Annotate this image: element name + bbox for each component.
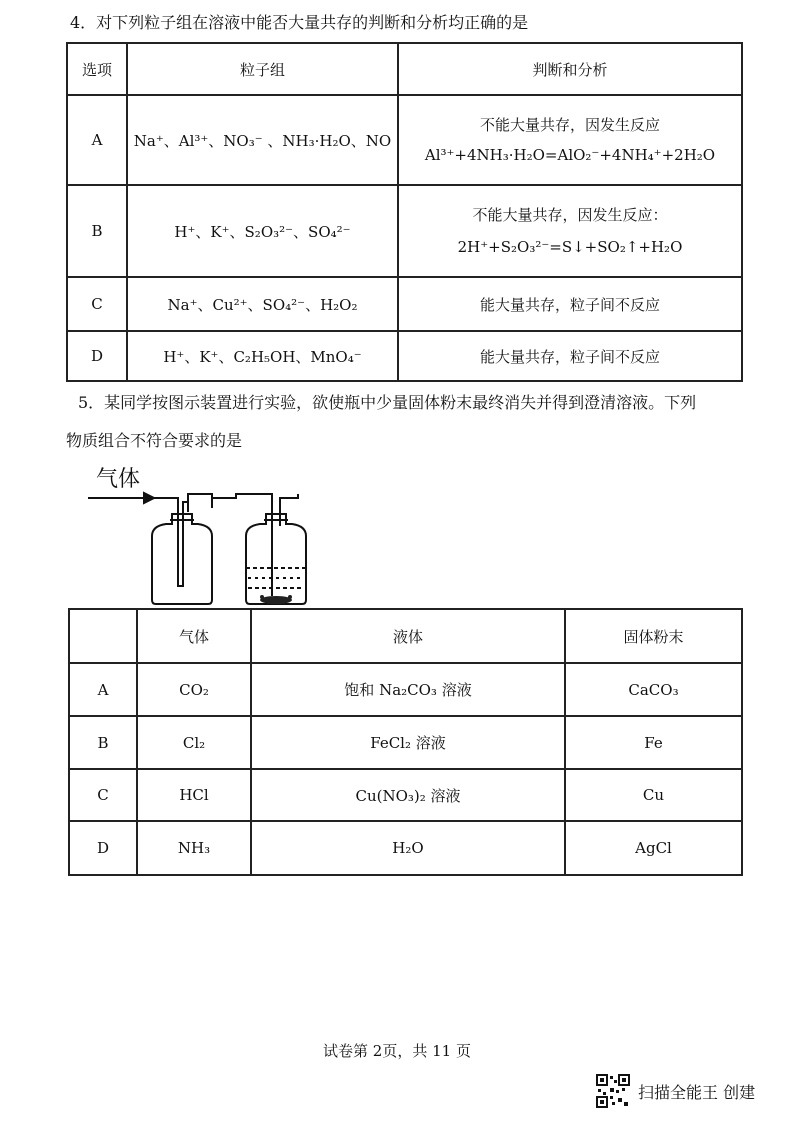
table-row [69, 716, 742, 769]
solid-cell: CaCO₃ [565, 663, 742, 716]
question-5-stem-line2: 物质组合不符合要求的是 [66, 431, 243, 450]
gas-cell: CO₂ [137, 663, 251, 716]
analysis-cell [398, 185, 742, 277]
gas-cell: Cl₂ [137, 716, 251, 769]
header-analysis: 判断和分析 [398, 43, 742, 95]
gas-label: 气体 [96, 467, 141, 492]
analysis-text: 不能大量共存，因发生反应 [479, 116, 660, 134]
solid-cell: AgCl [565, 821, 742, 875]
question-5-table [68, 608, 743, 876]
page-footer: 试卷第 2页，共 11 页 [323, 1042, 471, 1060]
table-row [67, 185, 742, 277]
particle-group: Na⁺、Al³⁺、NO₃⁻ 、NH₃·H₂O、NO [127, 95, 398, 185]
liquid-bottle [212, 494, 306, 604]
liquid-cell: FeCl₂ 溶液 [251, 716, 565, 769]
table-row [67, 331, 742, 381]
analysis-cell [398, 95, 742, 185]
reaction-equation: 2H⁺+S₂O₃²⁻=S↓+SO₂↑+H₂O [457, 238, 683, 256]
table-row [69, 663, 742, 716]
table-row [69, 769, 742, 821]
option-label: D [69, 821, 137, 875]
particle-group: H⁺、K⁺、C₂H₅OH、MnO₄⁻ [127, 331, 398, 381]
option-label: A [69, 663, 137, 716]
header-solid: 固体粉末 [565, 609, 742, 663]
reaction-equation: Al³⁺+4NH₃·H₂O=AlO₂⁻+4NH₄⁺+2H₂O [424, 146, 716, 164]
apparatus-diagram [86, 486, 316, 608]
option-label: B [69, 716, 137, 769]
header-gas: 气体 [137, 609, 251, 663]
empty-bottle [152, 494, 212, 604]
particle-group: H⁺、K⁺、S₂O₃²⁻、SO₄²⁻ [127, 185, 398, 277]
solid-cell: Fe [565, 716, 742, 769]
analysis-text: 不能大量共存，因发生反应： [472, 206, 668, 224]
analysis-text: 能大量共存，粒子间不反应 [398, 277, 742, 331]
header-option: 选项 [67, 43, 127, 95]
solid-powder [260, 595, 292, 604]
solid-cell: Cu [565, 769, 742, 821]
header-option [69, 609, 137, 663]
particle-group: Na⁺、Cu²⁺、SO₄²⁻、H₂O₂ [127, 277, 398, 331]
option-label: C [69, 769, 137, 821]
gas-arrow [88, 493, 154, 503]
scanner-watermark [596, 1074, 755, 1108]
table-row [69, 821, 742, 875]
liquid-cell: Cu(NO₃)₂ 溶液 [251, 769, 565, 821]
analysis-text: 能大量共存，粒子间不反应 [398, 331, 742, 381]
header-liquid: 液体 [251, 609, 565, 663]
table-row [67, 277, 742, 331]
liquid-cell: H₂O [251, 821, 565, 875]
option-label: D [67, 331, 127, 381]
option-label: B [67, 185, 127, 277]
scanner-text: 扫描全能王 创建 [638, 1082, 756, 1102]
question-4-table [66, 42, 743, 382]
question-4-stem: 4．对下列粒子组在溶液中能否大量共存的判断和分析均正确的是 [70, 13, 529, 32]
option-label: A [67, 95, 127, 185]
header-particles: 粒子组 [127, 43, 398, 95]
question-5-stem-line1: 5．某同学按图示装置进行实验，欲使瓶中少量固体粉末最终消失并得到澄清溶液。下列 [78, 393, 697, 412]
liquid-cell: 饱和 Na₂CO₃ 溶液 [251, 663, 565, 716]
qr-code-icon [596, 1074, 630, 1108]
table-row [67, 95, 742, 185]
option-label: C [67, 277, 127, 331]
gas-cell: HCl [137, 769, 251, 821]
gas-cell: NH₃ [137, 821, 251, 875]
